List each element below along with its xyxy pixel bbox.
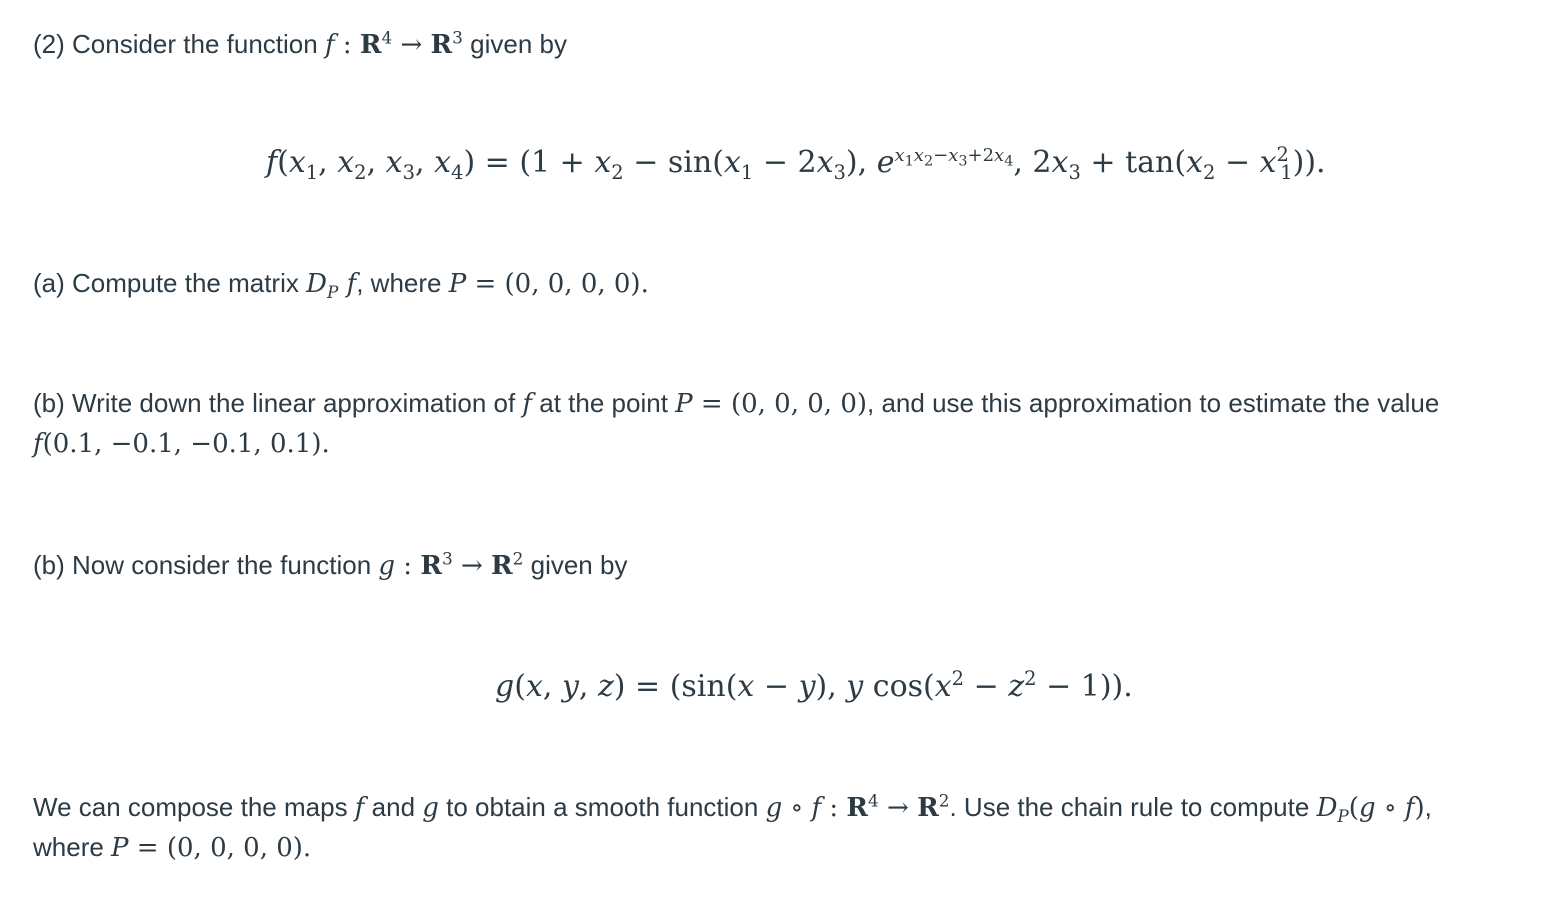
part-b-linear-approx-line1: (b) Write down the linear approximation of f at the point P = (0, 0, 0, 0), and use this approximation to estimate the value [33,388,1440,419]
f-signature: f : $R^4 \to R^3$ [324,27,463,60]
compose-line1: We can compose the maps f and g to obtain a smooth function g ∘ f : $R^4 \to R^2$. Use the chain rule to compute $D_P(g$ ∘ f), [33,790,1432,827]
intro-text: (2) Consider the function [33,29,325,59]
f-definition: $f(x_1$, $x_2$, $x_3$, $x_4) = (1 + x_2 - \sin(x_1 - 2x_3)$, $e^{x_1x_2-x_3+2x_4}$, $2x_3 + \tan(x_2 - x^2_1)$). [266,143,1326,184]
part-b-g-intro: (b) Now consider the function g : $R^3 \to R^2$ given by [33,548,628,581]
given-by-text: given by [470,29,567,59]
problem-intro [33,27,567,62]
g-definition: g(x, y, z) = (sin(x − y), y $\cos(x^2 - z^2 - 1)$). [495,667,1133,704]
part-b-linear-approx-line2: f(0.1, −0.1, −0.1, 0.1). [33,429,330,459]
part-a: (a) Compute the matrix $D_P$ f, where P = (0, 0, 0, 0). [33,268,649,303]
compose-line2: where P = (0, 0, 0, 0). [33,832,312,863]
